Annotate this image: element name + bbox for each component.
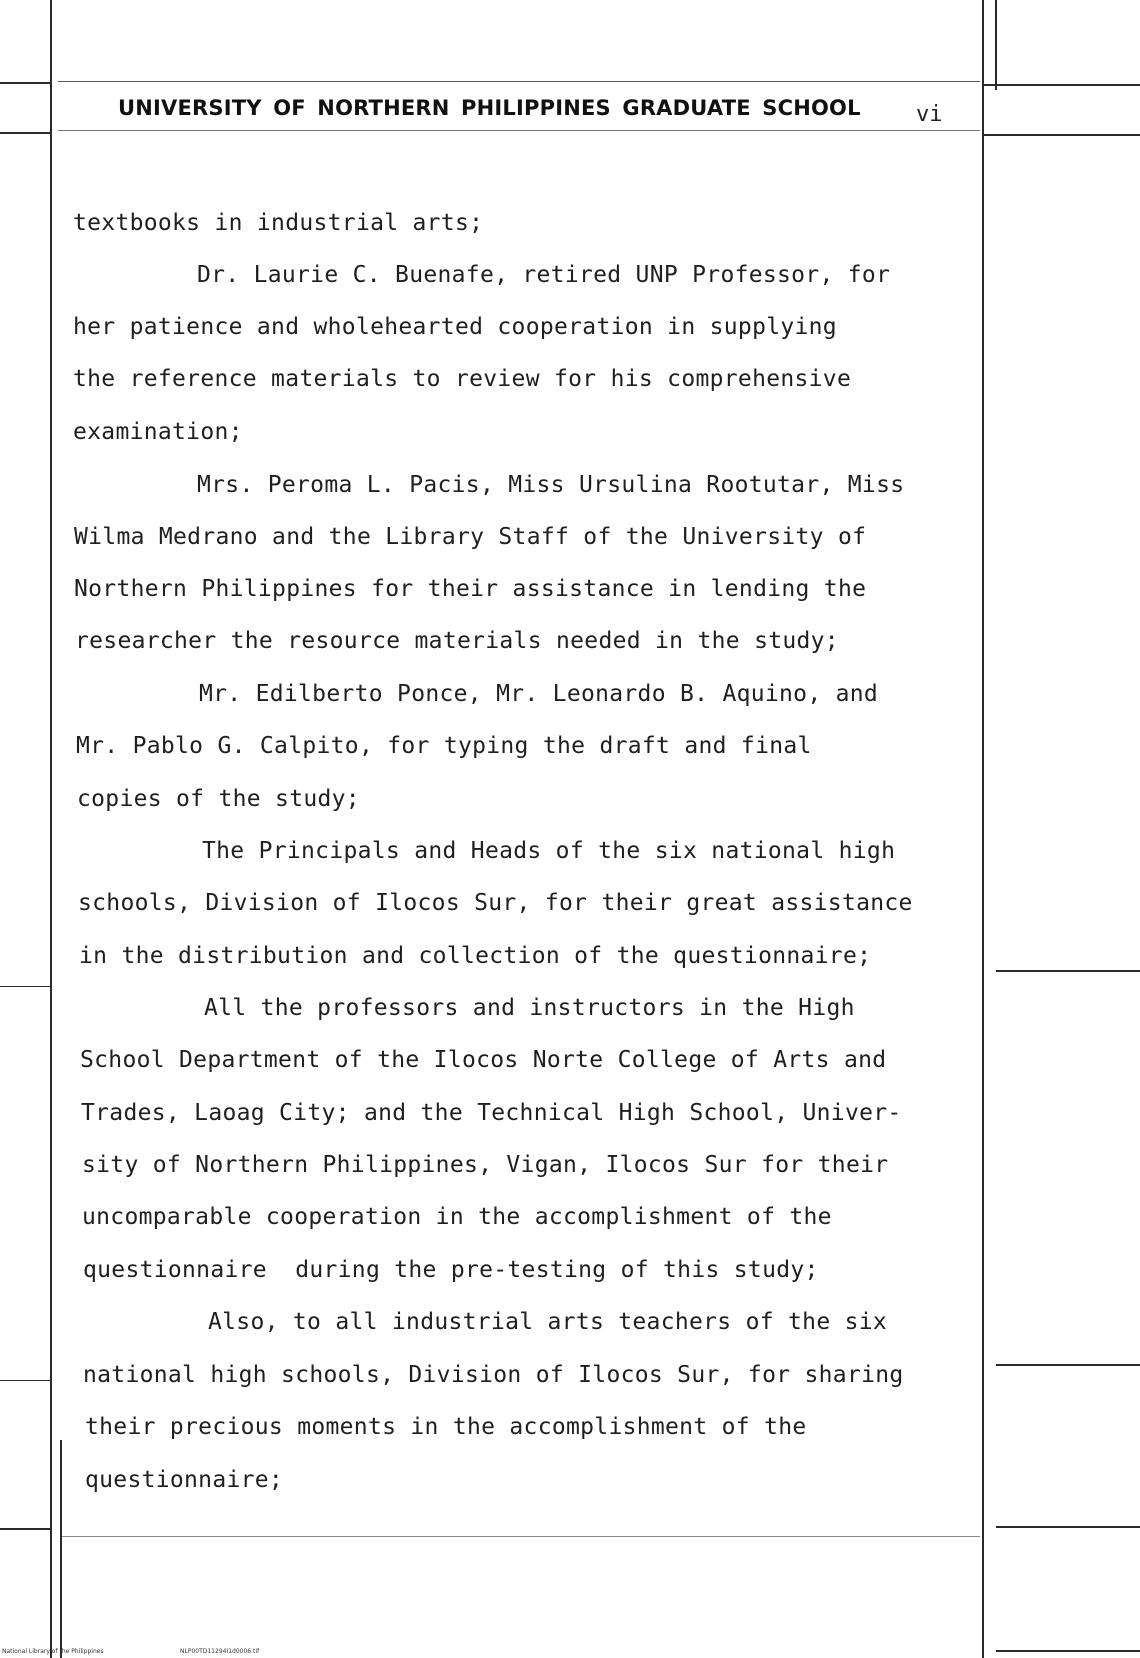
body-line: Wilma Medrano and the Library Staff of the University of: [74, 524, 867, 550]
margin-tick-1: [0, 986, 52, 987]
header-bottom-rule-right: [984, 134, 1140, 136]
body-line: the reference materials to review for his comprehensive: [73, 366, 852, 392]
body-line: Also, to all industrial arts teachers of the six: [208, 1309, 888, 1335]
body-line: Mrs. Peroma L. Pacis, Miss Ursulina Rootutar, Miss: [197, 472, 905, 498]
header-top-rule-right: [984, 84, 1140, 86]
left-margin-line: [50, 0, 52, 1658]
footer-source-label: National Library of the Philippines: [2, 1648, 104, 1655]
body-line: Trades, Laoag City; and the Technical High School, Univer-: [81, 1100, 902, 1126]
margin-tick-5: [0, 1528, 52, 1530]
body-line: Northern Philippines for their assistance in lending the: [74, 576, 867, 602]
bottom-rule: [62, 1536, 980, 1537]
header-top-rule: [0, 82, 52, 84]
margin-tick-6: [996, 1526, 1140, 1528]
margin-tick-3: [0, 1380, 52, 1381]
header-bottom-rule-left: [0, 132, 52, 134]
body-line: her patience and wholehearted cooperation in supplying: [73, 314, 837, 340]
body-line: copies of the study;: [77, 786, 360, 812]
body-line: The Principals and Heads of the six national high: [202, 838, 896, 864]
body-line: schools, Division of Ilocos Sur, for their great assistance: [78, 890, 913, 916]
body-line: researcher the resource materials needed in the study;: [75, 628, 839, 654]
footer-file-label: NLP00TD11294I1d0006.tif: [180, 1648, 260, 1655]
body-line: Dr. Laurie C. Buenafe, retired UNP Professor, for: [197, 262, 891, 288]
margin-tick-2: [996, 970, 1140, 972]
body-line: Mr. Pablo G. Calpito, for typing the draft and final: [76, 733, 812, 759]
page-bottom-rule: [996, 1650, 1140, 1652]
body-line: sity of Northern Philippines, Vigan, Ilocos Sur for their: [82, 1152, 889, 1178]
page-header-title: UNIVERSITY OF NORTHERN PHILIPPINES GRADUATE SCHOOL: [118, 96, 861, 120]
right-outer-line: [995, 0, 997, 90]
body-line: national high schools, Division of Ilocos Sur, for sharing: [83, 1362, 904, 1388]
body-line: textbooks in industrial arts;: [73, 210, 484, 236]
header-top-rule-main: [58, 81, 980, 82]
header-bottom-rule: [58, 130, 980, 131]
body-line: All the professors and instructors in the High: [204, 995, 855, 1021]
body-line: School Department of the Ilocos Norte College of Arts and: [80, 1047, 887, 1073]
page-number: vi: [916, 102, 943, 127]
body-line: examination;: [73, 419, 243, 445]
body-line: their precious moments in the accomplishment of the: [85, 1414, 807, 1440]
margin-tick-4: [996, 1364, 1140, 1366]
body-line: in the distribution and collection of the questionnaire;: [79, 943, 872, 969]
right-margin-line: [982, 0, 984, 1658]
left-inner-line: [60, 1440, 62, 1658]
body-line: uncomparable cooperation in the accomplishment of the: [82, 1204, 832, 1230]
body-line: Mr. Edilberto Ponce, Mr. Leonardo B. Aquino, and: [199, 681, 879, 707]
body-line: questionnaire;: [85, 1467, 284, 1493]
body-line: questionnaire during the pre-testing of this study;: [83, 1257, 819, 1283]
